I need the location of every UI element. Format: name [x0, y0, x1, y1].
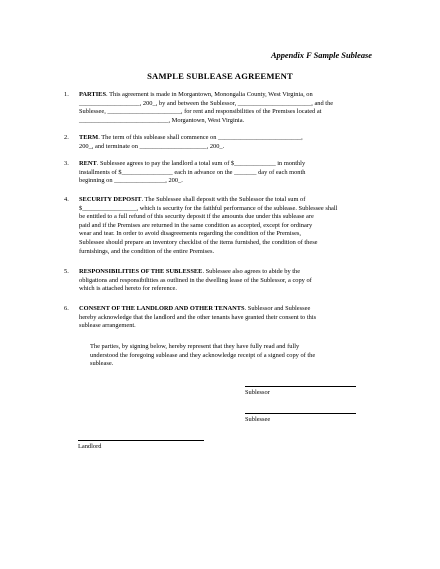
clause-text: . Sublessee also agrees to abide by the — [202, 268, 301, 275]
acknowledgement-text: understood the foregoing sublease and they acknowledge receipt of a signed copy of the — [90, 351, 316, 359]
clause-number: 4. — [64, 196, 69, 203]
sublessee-label: Sublessee — [245, 416, 271, 423]
clause-text: $_________________, which is security for the faithful performance of the sublease. Sublessee shall — [79, 204, 338, 212]
clause-rent — [64, 160, 374, 186]
clause-text: Sublessee, _______________________, for rent and responsibilities of the Premises located at — [79, 108, 322, 116]
clause-text: paid and if the Premises are returned in the same condition as accepted, except for ordinary — [79, 221, 313, 229]
clause-number: 1. — [64, 91, 69, 98]
landlord-signature-line[interactable] — [78, 440, 204, 441]
clause-text: . Sublessee agrees to pay the landlord a total sum of $_____________ in monthly — [96, 160, 306, 167]
clause-heading: PARTIES — [79, 91, 107, 98]
clause-text: . The term of this sublease shall commence on __________________________, — [98, 134, 303, 141]
clause-text: . This agreement is made in Morgantown, Monongalia County, West Virginia, on — [106, 91, 313, 98]
clause-heading: RESPONSIBILITIES OF THE SUBLESSEE — [79, 268, 203, 275]
clause-text: which is attached hereto for reference. — [79, 285, 177, 293]
acknowledgement-paragraph — [90, 343, 370, 369]
clause-heading: CONSENT OF THE LANDLORD AND OTHER TENANTS — [79, 305, 245, 312]
sublessor-label: Sublessor — [245, 389, 270, 396]
clause-text: installments of $________________ each in advance on the _______ day of each month — [79, 168, 306, 176]
clause-text: wear and tear. In order to avoid disagreements regarding the condition of the Premises, — [79, 230, 302, 238]
clause-text: furnishings, and the condition of the entire Premises. — [79, 247, 215, 255]
clause-text: Sublessee should prepare an inventory checklist of the items furnished, the condition of these — [79, 238, 318, 246]
landlord-label: Landlord — [78, 443, 102, 450]
clause-heading: RENT — [79, 160, 97, 167]
clause-parties — [64, 91, 374, 125]
acknowledgement-text: The parties, by signing below, hereby represent that they have fully read and fully — [90, 343, 300, 350]
clause-text: hereby acknowledge that the landlord and the other tenants have granted their consent to this — [79, 313, 317, 321]
clause-number: 5. — [64, 268, 69, 275]
clause-number: 6. — [64, 305, 69, 312]
clause-number: 3. — [64, 160, 69, 167]
clause-text: 200_, and terminate on _____________________, 200_. — [79, 142, 225, 150]
clause-text: be entitled to a full refund of this security deposit if the amounts due under this sublease are — [79, 213, 314, 221]
clause-heading: SECURITY DEPOSIT — [79, 196, 142, 203]
clause-text: obligations and responsibilities as outlined in the dwelling lease of the Sublessor, a copy of — [79, 276, 312, 284]
sublessor-signature-line[interactable] — [245, 386, 356, 387]
acknowledgement-text: sublease. — [90, 360, 114, 368]
clause-text: ____________________________, Morgantown, West Virginia. — [79, 116, 245, 124]
clause-text: ___________________, 200_, by and between the Sublessor, _______________________, and the — [79, 99, 334, 107]
clause-text: sublease arrangement. — [79, 322, 136, 330]
appendix-heading: Appendix F Sample Sublease — [270, 51, 372, 60]
sublessee-signature-line[interactable] — [245, 413, 356, 414]
clause-consent — [64, 305, 374, 331]
clause-number: 2. — [64, 134, 69, 141]
clause-security-deposit — [64, 196, 374, 256]
document-title: SAMPLE SUBLEASE AGREEMENT — [147, 71, 293, 81]
clause-text: . The Sublessee shall deposit with the Sublessor the total sum of — [141, 196, 306, 203]
clause-text: beginning on ________________, 200_. — [79, 177, 183, 185]
clause-text: . Sublessor and Sublessee — [244, 305, 311, 312]
clause-responsibilities — [64, 268, 374, 294]
clause-heading: TERM — [79, 134, 99, 141]
clause-term — [64, 134, 374, 151]
